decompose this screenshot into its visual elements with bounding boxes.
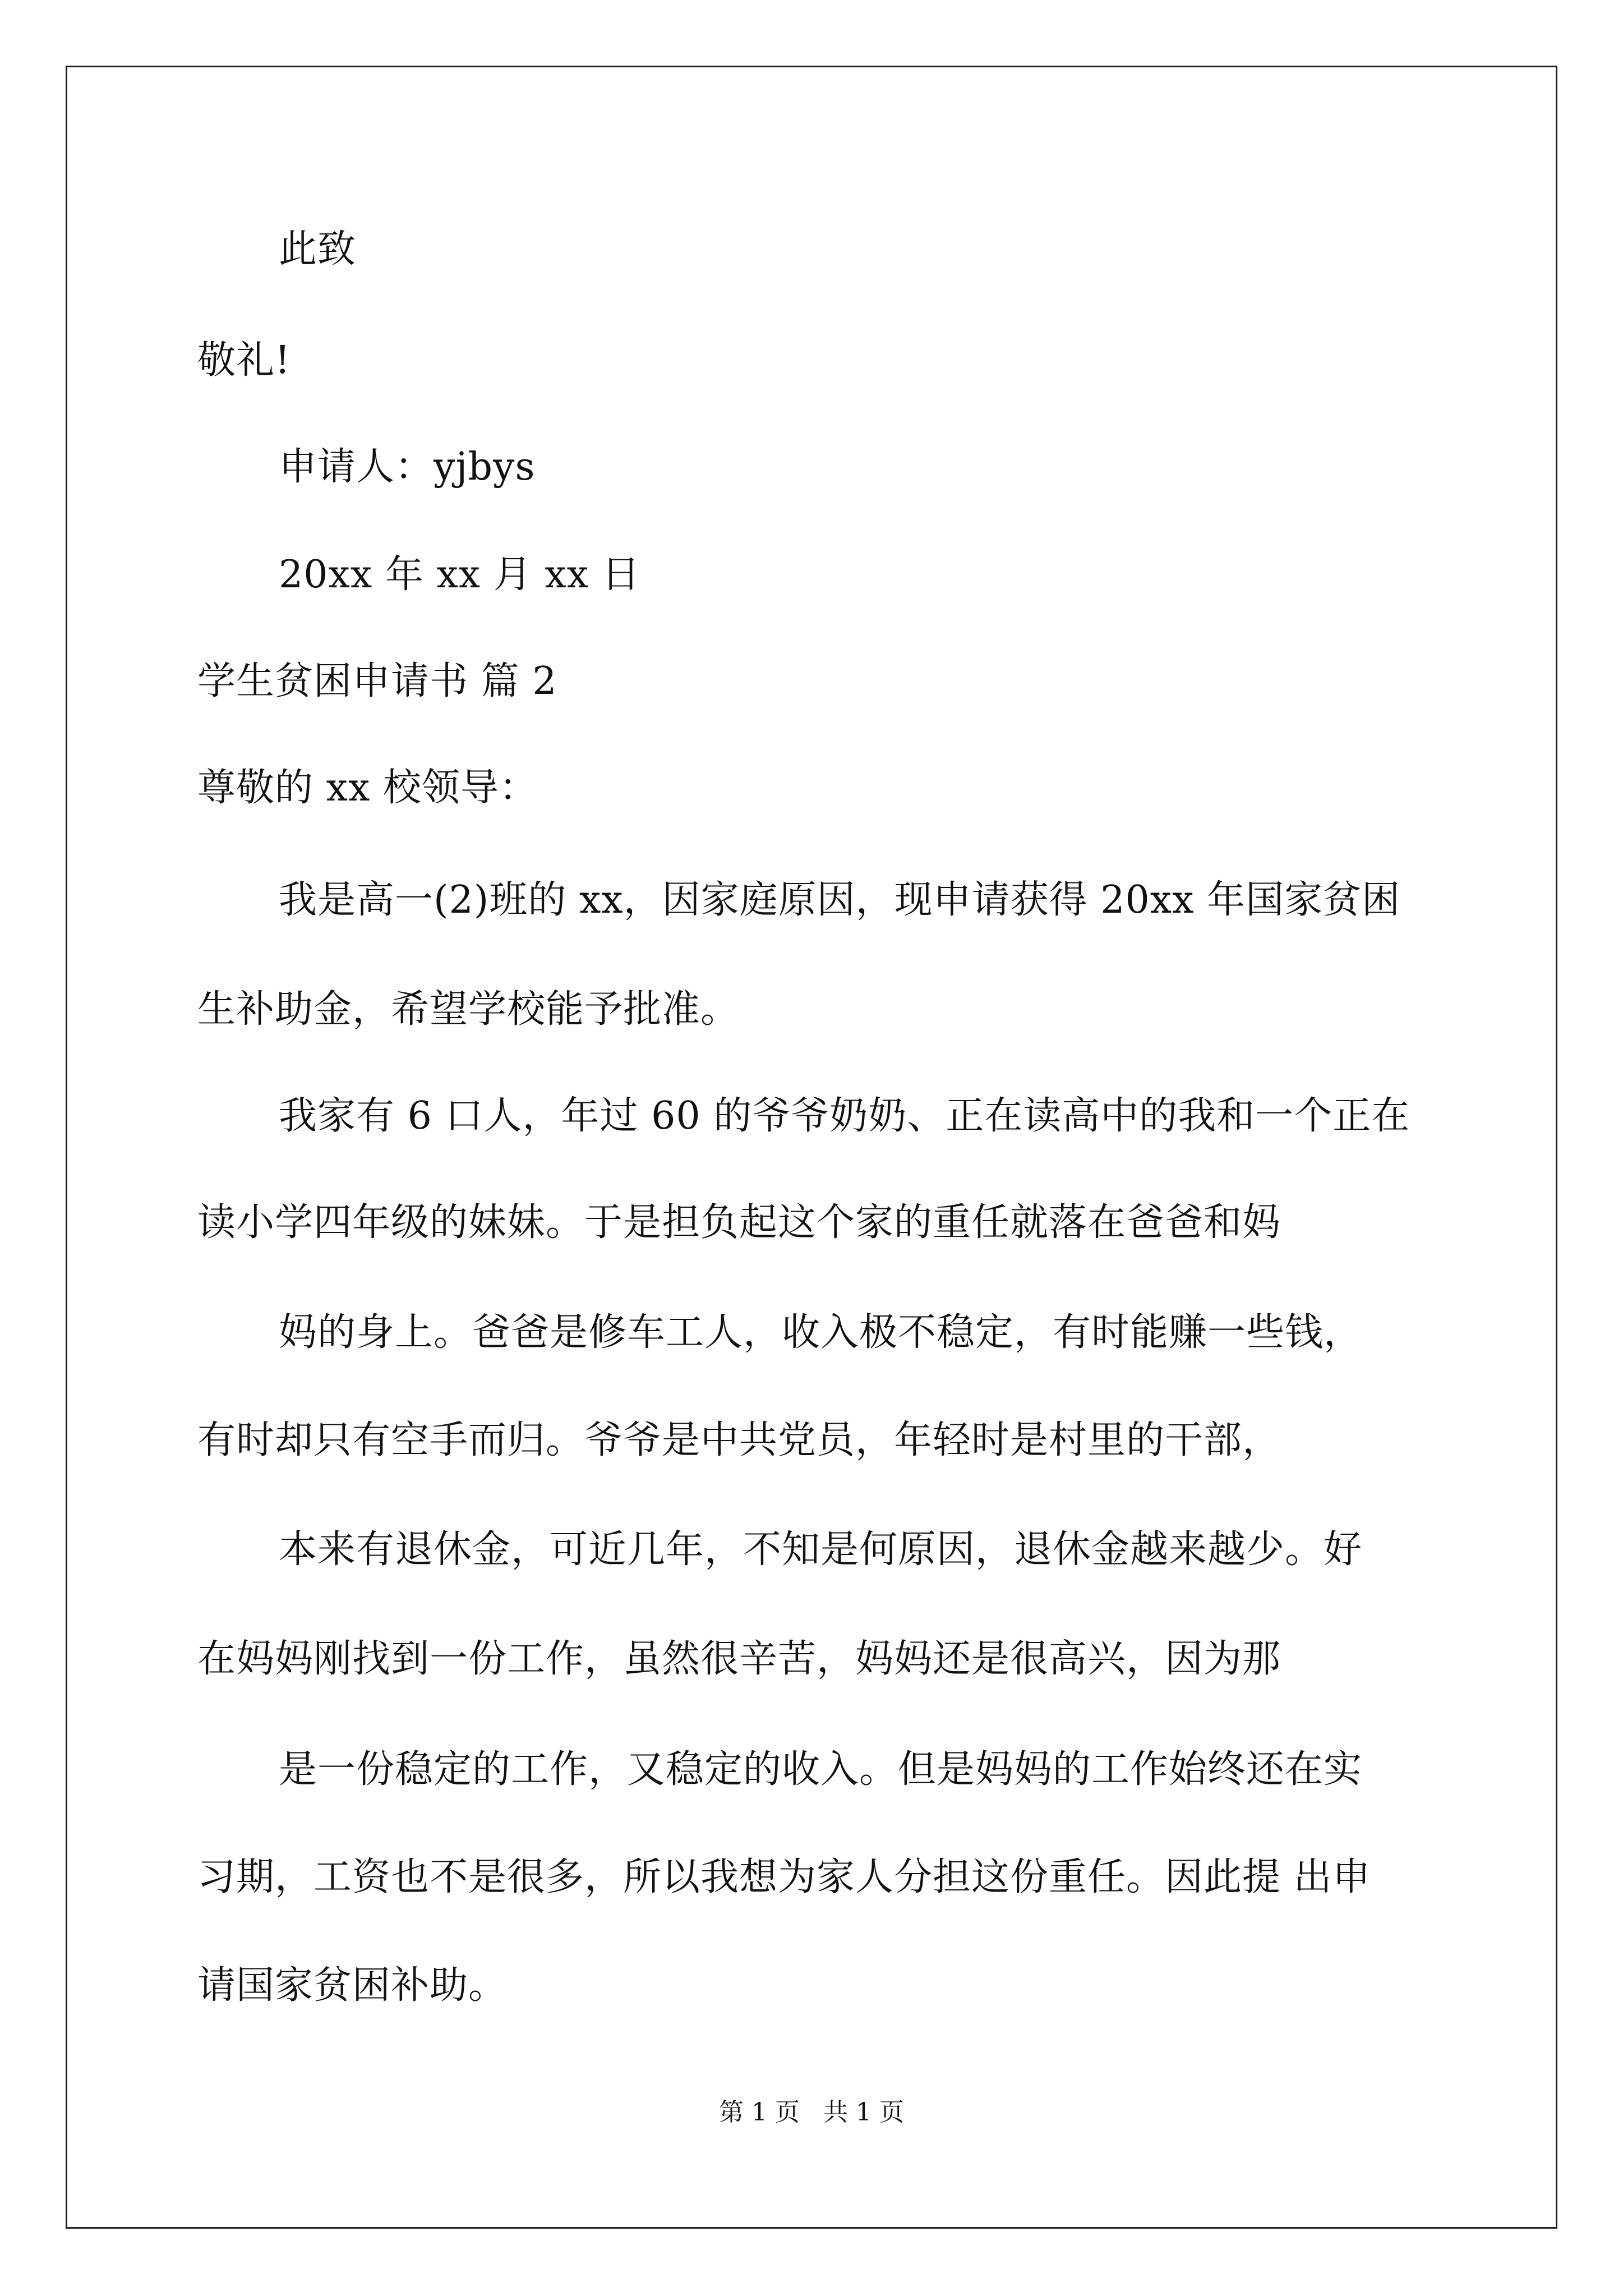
body-line-9: 是一份稳定的工作，又稳定的收入。但是妈妈的工作始终还在实 bbox=[279, 1747, 1363, 1792]
date-line: 20xx 年 xx 月 xx 日 bbox=[279, 553, 640, 597]
body-line-1: 我是高一(2)班的 xx，因家庭原因，现申请获得 20xx 年国家贫困 bbox=[279, 878, 1401, 922]
applicant-line: 申请人：yjbys bbox=[279, 445, 536, 489]
page-number-footer: 第 1 页 共 1 页 bbox=[719, 2098, 904, 2127]
body-line-7: 本来有退休金，可近几年，不知是何原因，退休金越来越少。好 bbox=[279, 1527, 1363, 1572]
greeting-line: 尊敬的 xx 校领导： bbox=[197, 766, 538, 810]
body-line-4: 读小学四年级的妹妹。于是担负起这个家的重任就落在爸爸和妈 bbox=[197, 1200, 1281, 1245]
body-line-8: 在妈妈刚找到一份工作，虽然很辛苦，妈妈还是很高兴，因为那 bbox=[197, 1637, 1281, 1681]
body-line-3: 我家有 6 口人，年过 60 的爷爷奶奶、正在读高中的我和一个正在 bbox=[279, 1094, 1410, 1138]
page-border bbox=[66, 66, 1557, 2229]
section-heading: 学生贫困申请书 篇 2 bbox=[197, 659, 557, 703]
body-line-6: 有时却只有空手而归。爷爷是中共党员，年轻时是村里的干部， bbox=[197, 1418, 1281, 1462]
salute-text: 敬礼! bbox=[197, 338, 291, 383]
body-line-11: 请国家贫困补助。 bbox=[197, 1963, 508, 2008]
closing-text: 此致 bbox=[279, 227, 357, 272]
body-line-10: 习期，工资也不是很多，所以我想为家人分担这份重任。因此提 出申 bbox=[197, 1855, 1371, 1899]
body-line-5: 妈的身上。爸爸是修车工人，收入极不稳定，有时能赚一些钱， bbox=[279, 1310, 1363, 1355]
body-line-2: 生补助金，希望学校能予批准。 bbox=[197, 987, 740, 1032]
